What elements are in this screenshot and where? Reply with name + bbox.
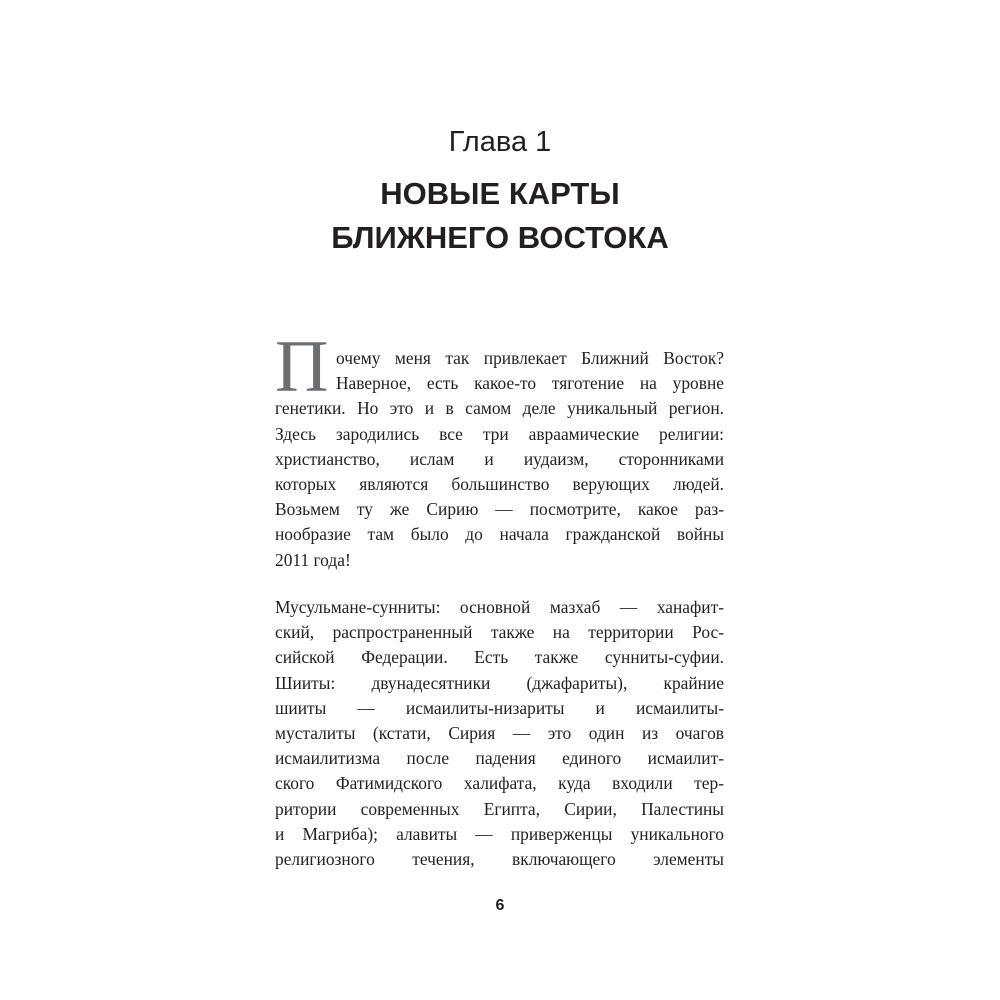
- page-number: 6: [495, 897, 505, 914]
- paragraph-2: [275, 595, 724, 872]
- text-line: 2011 года!: [275, 549, 351, 570]
- text-line: мусталиты (кстати, Сирия — это один из очагов: [275, 723, 724, 744]
- text-line: Шииты: двунадесятники (джафариты), крайние: [275, 672, 724, 693]
- chapter-title: [0, 172, 1000, 260]
- text-line: и Магриба); алавиты — приверженцы уникального: [275, 823, 724, 844]
- text-line: сийской Федерации. Есть также сунниты-суфии.: [275, 647, 724, 668]
- text-line: которых являются большинство верующих людей.: [275, 474, 724, 495]
- text-line: генетики. Но это и в самом деле уникальный регион.: [275, 398, 724, 419]
- text-line: исмаилитизма после падения единого исмаилит-: [275, 748, 724, 769]
- chapter-title-line: БЛИЖНЕГО ВОСТОКА: [331, 220, 669, 255]
- text-line: нообразие там было до начала гражданской войны: [275, 524, 724, 545]
- text-line: очему меня так привлекает Ближний Восток?: [336, 348, 724, 368]
- text-line: Возьмем ту же Сирию — посмотрите, какое раз-: [275, 499, 724, 520]
- text-line: Здесь зародились все три авраамические религии:: [275, 423, 724, 444]
- text-line: христианство, ислам и иудаизм, сторонниками: [275, 448, 724, 469]
- text-line: ского Фатимидского халифата, куда входили тер-: [275, 773, 724, 794]
- text-line: религиозного течения, включающего элементы: [275, 849, 724, 870]
- text-line: Мусульмане-сунниты: основной мазхаб — ханафит-: [275, 597, 724, 617]
- chapter-title-line: НОВЫЕ КАРТЫ: [380, 176, 620, 211]
- text-line: Наверное, есть какое-то тяготение на уровне: [336, 373, 724, 394]
- drop-cap-letter: П: [275, 326, 329, 408]
- text-line: шииты — исмаилиты-низариты и исмаилиты-: [275, 697, 724, 718]
- text-line: ский, распространенный также на территории Рос-: [275, 622, 724, 643]
- chapter-label: Глава 1: [448, 126, 552, 158]
- paragraph-1: [275, 346, 724, 573]
- text-line: ритории современных Египта, Сирии, Палестины: [275, 798, 724, 819]
